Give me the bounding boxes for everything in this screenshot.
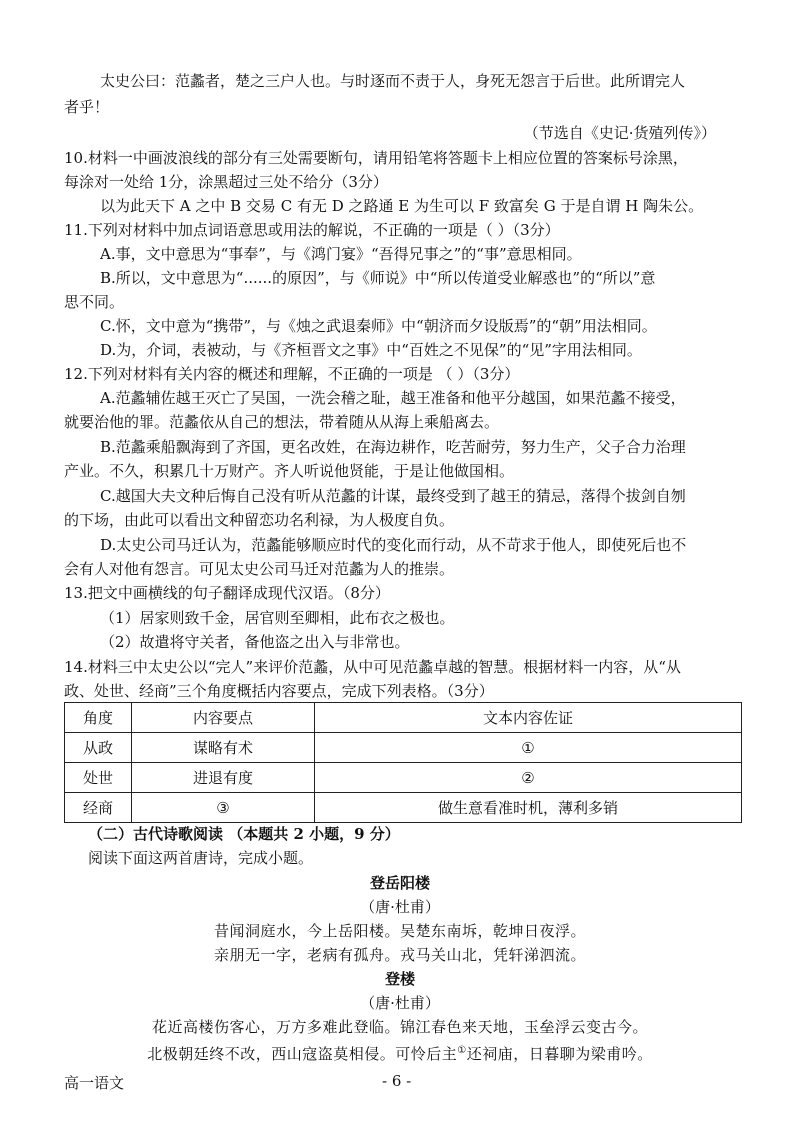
table-cell: 进退有度 xyxy=(132,763,315,793)
footnote-marker: ① xyxy=(457,1045,467,1056)
question-10-text: 10.材料一中画波浪线的部分有三处需要断句，请用铅笔将答题卡上相应位置的答案标号涂黑， xyxy=(64,149,688,167)
poem-2-line-2 xyxy=(0,1040,800,1065)
table-cell: 经商 xyxy=(65,793,132,823)
section-2-title: （二）古代诗歌阅读 （本题共 2 小题，9 分） xyxy=(88,825,400,843)
question-12-option-d-cont: 会有人对他有怨言。可见太史公司马迁对范蠡为人的推崇。 xyxy=(64,560,455,578)
poem-2-title: 登楼 xyxy=(384,970,415,988)
question-12-option-b-cont: 产业。不久，积累几十万财产。齐人听说他贤能，于是让他做国相。 xyxy=(64,462,515,480)
question-11-option-b: B.所以，文中意思为“......的原因”，与《师说》中“所以传道受业解惑也”的“所以”意 xyxy=(100,269,656,287)
poem-1-line-2: 亲朋无一字，老病有孤舟。戎马关山北，凭轩涕泗流。 xyxy=(213,946,586,964)
poem-2-line-2-end: 还祠庙，日暮聊为梁甫吟。 xyxy=(466,1045,653,1063)
question-12-option-b: B.范蠡乘船飘海到了齐国，更名改姓，在海边耕作，吃苦耐劳，努力生产，父子合力治理 xyxy=(100,438,686,456)
section-2-intro: 阅读下面这两首唐诗，完成小题。 xyxy=(88,849,314,867)
question-12-option-c: C.越国大夫文种后悔自己没有听从范蠡的计谋，最终受到了越王的猜忌，落得个拔剑自刎 xyxy=(100,487,686,505)
question-12-option-d: D.太史公司马迁认为，范蠡能够顺应时代的变化而行动，从不苛求于他人，即使死后也不 xyxy=(100,536,687,554)
question-11-stem: 11.下列对材料中加点词语意思或用法的解说，不正确的一项是（ ）（3分） xyxy=(64,221,560,239)
footer-subject: 高一语文 xyxy=(64,1074,125,1092)
passage-source: （节选自《史记·货殖列传》） xyxy=(523,124,716,142)
table-header-cell: 角度 xyxy=(65,703,132,733)
table-row xyxy=(65,733,742,763)
table-cell: 谋略有术 xyxy=(132,733,315,763)
question-11-option-b-cont: 思不同。 xyxy=(64,293,125,311)
table-row xyxy=(65,763,742,793)
question-14-stem: 14.材料三中太史公以“完人”来评价范蠡，从中可见范蠡卓越的智慧。根据材料一内容，从“从 xyxy=(64,658,681,676)
table-header-cell: 文本内容佐证 xyxy=(315,703,742,733)
passage-line-2: 者乎！ xyxy=(64,98,110,116)
question-11-option-d: D.为，介词，表被动，与《齐桓晋文之事》中“百姓之不见保”的“见”字用法相同。 xyxy=(100,341,642,359)
table-cell: ① xyxy=(315,733,742,763)
passage-line-1: 太史公曰：范蠡者，楚之三户人也。与时逐而不责于人，身死无怨言于后世。此所谓完人 xyxy=(100,72,686,90)
poem-2-line-2-start: 北极朝廷终不改，西山寇盗莫相侵。可怜后主 xyxy=(147,1045,458,1063)
question-11-option-c: C.怀，文中意为“携带”，与《烛之武退秦师》中“朝济而夕设版焉”的“朝”用法相同。 xyxy=(100,317,657,335)
question-12-option-a: A.范蠡辅佐越王灭亡了吴国，一洗会稽之耻，越王准备和他平分越国，如果范蠡不接受， xyxy=(100,389,686,407)
question-11-option-a: A.事，文中意思为“事奉”，与《鸿门宴》“吾得兄事之”的“事”意思相同。 xyxy=(100,245,582,263)
table-cell: ③ xyxy=(132,793,315,823)
table-cell: 做生意看准时机，薄利多销 xyxy=(315,793,742,823)
table-row xyxy=(65,793,742,823)
table-cell: 处世 xyxy=(65,763,132,793)
question-13-sentence-1: （1）居家则致千金，居官则至卿相，此布衣之极也。 xyxy=(100,609,455,627)
poem-2-author: （唐·杜甫） xyxy=(360,994,440,1012)
question-13-sentence-2: （2）故遣将守关者，备他盗之出入与非常也。 xyxy=(100,633,410,651)
question-12-option-a-cont: 就要治他的罪。范蠡依从自己的想法，带着随从从海上乘船离去。 xyxy=(64,413,500,431)
question-12-stem: 12.下列对材料有关内容的概述和理解，不正确的一项是 （ ）（3分） xyxy=(64,365,520,383)
page-number: - 6 - xyxy=(382,1072,412,1090)
poem-2-line-1: 花近高楼伤客心，万方多难此登临。锦江春色来天地，玉垒浮云变古今。 xyxy=(151,1018,648,1036)
table-header-row xyxy=(65,703,742,733)
table-cell: ② xyxy=(315,763,742,793)
poem-1-title: 登岳阳楼 xyxy=(369,874,430,892)
question-12-option-c-cont: 的下场，由此可以看出文种留恋功名利禄，为人极度自负。 xyxy=(64,511,455,529)
poem-1-line-1: 昔闻洞庭水，今上岳阳楼。吴楚东南坼，乾坤日夜浮。 xyxy=(213,922,586,940)
question-10-sentence: 以为此天下 A 之中 B 交易 C 有无 D 之路通 E 为生可以 F 致富矣 G 于是自谓 H 陶朱公。 xyxy=(100,197,704,215)
question-10-scoring: 每涂对一处给 1分，涂黑超过三处不给分（3分） xyxy=(64,173,388,191)
answer-table xyxy=(64,702,742,823)
question-14-stem-cont: 政、处世、经商”三个角度概括内容要点，完成下列表格。（3分） xyxy=(64,682,494,700)
table-cell: 从政 xyxy=(65,733,132,763)
poem-1-author: （唐·杜甫） xyxy=(360,898,440,916)
question-13-stem: 13.把文中画横线的句子翻译成现代汉语。（8分） xyxy=(64,584,390,602)
table-header-cell: 内容要点 xyxy=(132,703,315,733)
